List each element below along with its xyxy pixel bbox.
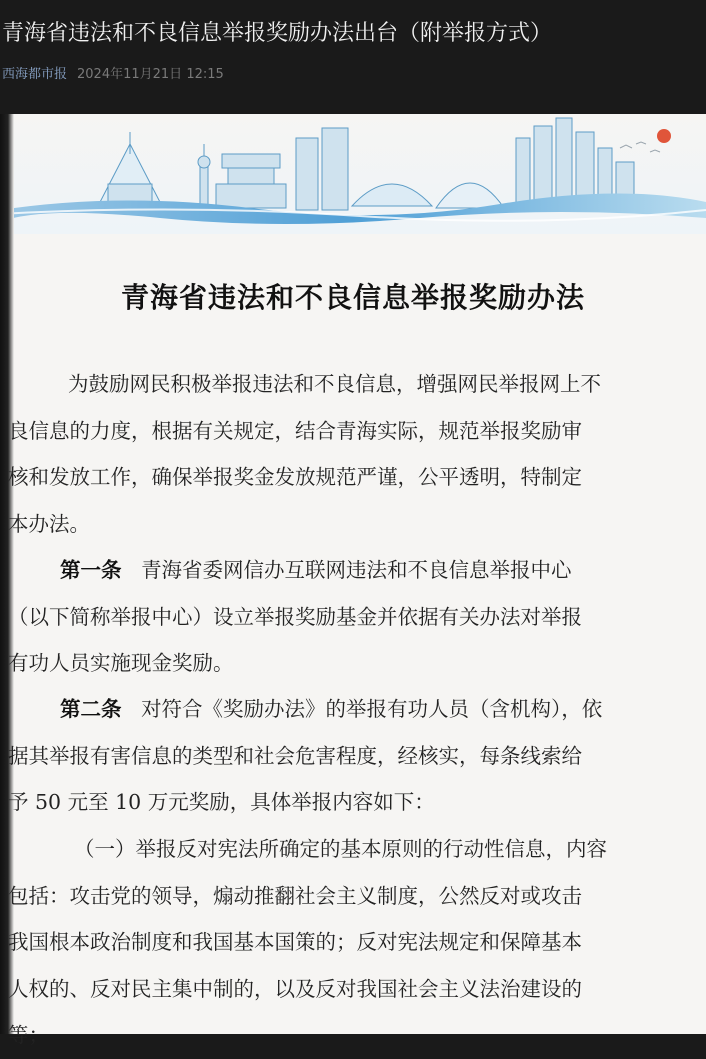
item-1-line: 我国根本政治制度和我国基本国策的；反对宪法规定和保障基本 — [8, 930, 582, 954]
publish-date: 2024年11月21日 12:15 — [77, 67, 224, 82]
article-meta — [2, 66, 224, 84]
preamble-line: 良信息的力度，根据有关规定，结合青海实际，规范举报奖励审 — [8, 418, 582, 443]
document-title: 青海省违法和不良信息举报奖励办法 — [120, 281, 585, 314]
article-title: 青海省违法和不良信息举报奖励办法出台（附举报方式） — [2, 21, 553, 46]
document-image — [0, 114, 706, 1047]
article-2 — [8, 686, 686, 826]
article-2-text: 对符合《奖励办法》的举报有功人员（含机构），依 — [141, 697, 603, 721]
item-1-line: 等； — [8, 1023, 49, 1047]
source-link[interactable]: 西海都市报 — [2, 67, 68, 82]
article-1-line: （以下简称举报中心）设立举报奖励基金并依据有关办法对举报 — [8, 604, 582, 629]
preamble-line: 核和发放工作，确保举报奖金发放规范严谨，公平透明，特制定 — [8, 465, 582, 489]
city-skyline-banner — [0, 114, 706, 234]
article-1-label: 第一条 — [60, 558, 122, 582]
article-header — [0, 0, 706, 114]
preamble-paragraph — [8, 361, 686, 547]
article-1 — [8, 547, 686, 687]
item-1-line: 包括：攻击党的领导，煽动推翻社会主义制度，公然反对或攻击 — [8, 883, 582, 908]
article-1-first-line — [60, 547, 686, 594]
article-2-line: 据其举报有害信息的类型和社会危害程度，经核实，每条线索给 — [8, 743, 582, 768]
preamble-line: 本办法。 — [8, 511, 90, 536]
preamble-line: 为鼓励网民积极举报违法和不良信息，增强网民举报网上不 — [68, 372, 601, 396]
article-2-first-line — [60, 686, 686, 733]
item-1-line: （一）举报反对宪法所确定的基本原则的行动性信息，内容 — [74, 837, 607, 861]
article-1-line: 有功人员实施现金奖励。 — [8, 651, 234, 675]
item-1-line: 人权的、反对民主集中制的，以及反对我国社会主义法治建设的 — [8, 976, 582, 1001]
item-1 — [8, 826, 686, 1059]
article-2-line: 予 50 元至 10 万元奖励，具体举报内容如下： — [8, 790, 435, 814]
article-1-text: 青海省委网信办互联网违法和不良信息举报中心 — [141, 558, 572, 582]
article-2-label: 第二条 — [60, 697, 122, 721]
